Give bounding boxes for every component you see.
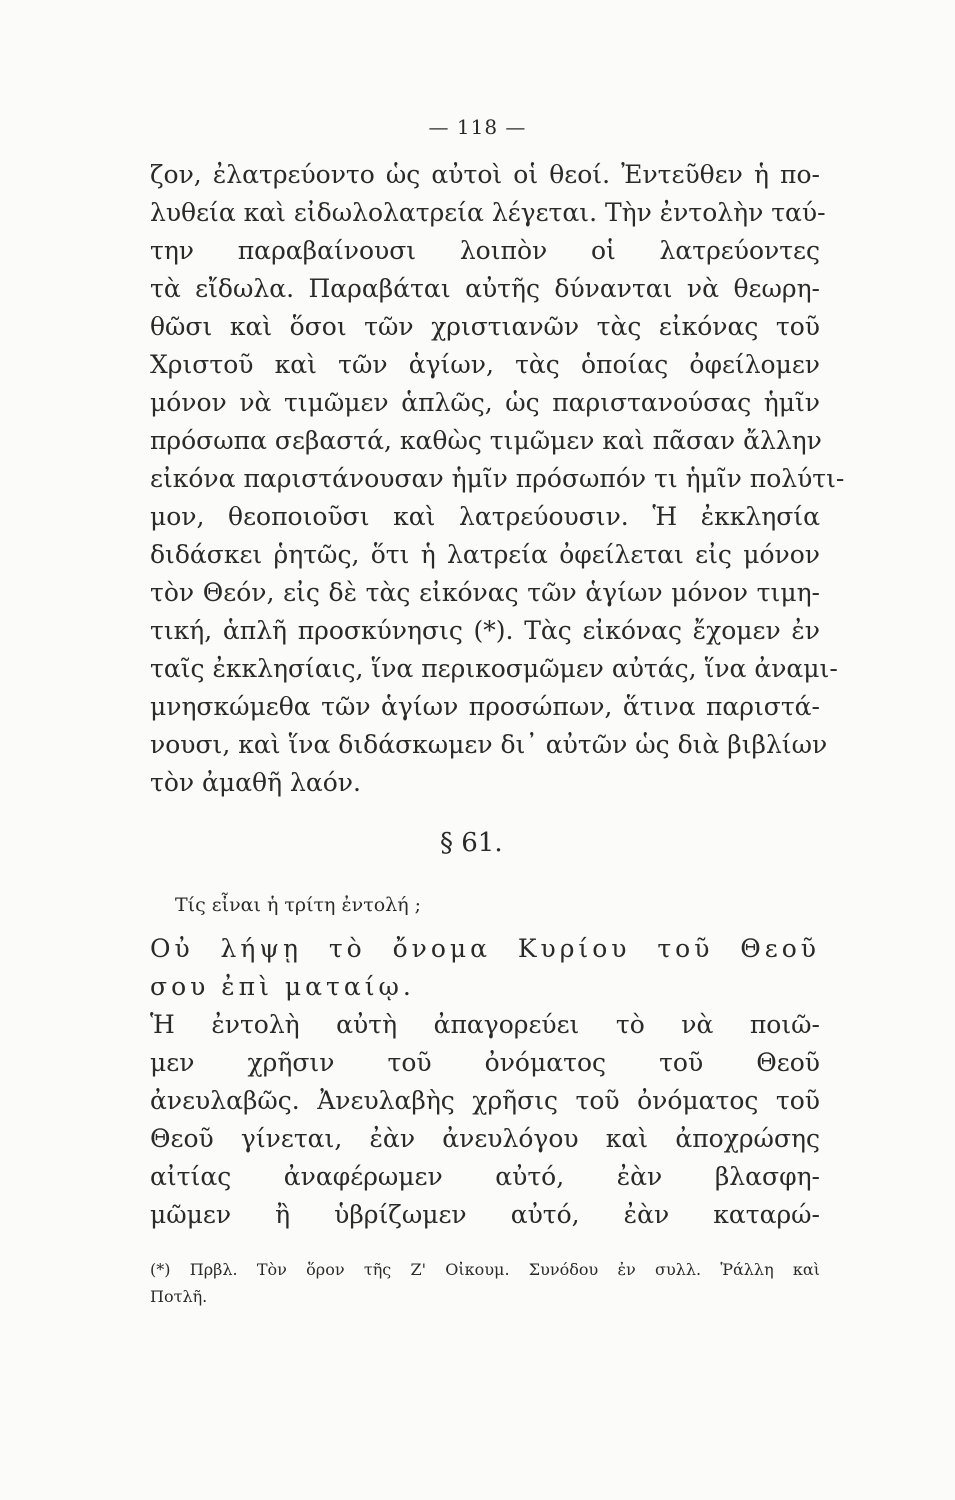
body-line: τὰ εἴδωλα. Παραβάται αὐτῆς δύνανται νὰ θεωρη- [150, 274, 820, 303]
explanation-line: ἀνευλαβῶς. Ἀνευλαβὴς χρῆσις τοῦ ὀνόματος τοῦ [150, 1086, 820, 1115]
question-text: Τίς εἶναι ἡ τρίτη ἐντολή ; [175, 894, 422, 916]
explanation-line: Ἡ ἐντολὴ αὐτὴ ἀπαγορεύει τὸ νὰ ποιῶ- [150, 1010, 820, 1039]
page-number: — 118 — [428, 115, 527, 139]
body-line: διδάσκει ῥητῶς, ὅτι ἡ λατρεία ὀφείλεται εἰς μόνον [150, 540, 820, 569]
body-line: εἰκόνα παριστάνουσαν ἡμῖν πρόσωπόν τι ἡμῖν πολύτι- [150, 464, 845, 493]
explanation-line: μεν χρῆσιν τοῦ ὀνόματος τοῦ Θεοῦ [150, 1048, 820, 1077]
body-line: τὸν ἀμαθῆ λαόν. [150, 768, 361, 797]
body-line: τική, ἁπλῆ προσκύνησις (*). Τὰς εἰκόνας ἔχομεν ἐν [150, 616, 820, 645]
body-line: πρόσωπα σεβαστά, καθὼς τιμῶμεν καὶ πᾶσαν ἄλλην [150, 426, 822, 455]
body-line: λυθεία καὶ εἰδωλολατρεία λέγεται. Τὴν ἐντολὴν ταύ- [150, 198, 826, 227]
body-line: την παραβαίνουσι λοιπὸν οἱ λατρεύοντες [150, 236, 820, 265]
body-line: Χριστοῦ καὶ τῶν ἁγίων, τὰς ὁποίας ὀφείλομεν [150, 350, 820, 379]
commandment-line: Οὐ λήψῃ τὸ ὄνομα Κυρίου τοῦ Θεοῦ [150, 934, 820, 963]
explanation-line: αἰτίας ἀναφέρωμεν αὐτό, ἐὰν βλασφη- [150, 1162, 820, 1191]
section-heading: § 61. [440, 828, 503, 858]
footnote-line: Ποτλῆ. [150, 1287, 208, 1306]
explanation-line: Θεοῦ γίνεται, ἐὰν ἀνευλόγου καὶ ἀποχρώσης [150, 1124, 820, 1153]
explanation-line: μῶμεν ἢ ὑβρίζωμεν αὐτό, ἐὰν καταρώ- [150, 1200, 820, 1229]
body-line: μον, θεοποιοῦσι καὶ λατρεύουσιν. Ἡ ἐκκλησία [150, 502, 820, 531]
body-line: μόνον νὰ τιμῶμεν ἁπλῶς, ὡς παριστανούσας ἡμῖν [150, 388, 820, 417]
body-line: ζον, ἐλατρεύοντο ὡς αὐτοὶ οἱ θεοί. Ἐντεῦθεν ἡ πο- [150, 160, 820, 189]
body-line: νουσι, καὶ ἵνα διδάσκωμεν δι᾽ αὐτῶν ὡς διὰ βιβλίων [150, 730, 828, 759]
body-line: θῶσι καὶ ὅσοι τῶν χριστιανῶν τὰς εἰκόνας τοῦ [150, 312, 820, 341]
body-line: ταῖς ἐκκλησίαις, ἵνα περικοσμῶμεν αὐτάς, ἵνα ἀναμι- [150, 654, 838, 683]
body-line: μνησκώμεθα τῶν ἁγίων προσώπων, ἅτινα παριστά- [150, 692, 820, 721]
body-line: τὸν Θεόν, εἰς δὲ τὰς εἰκόνας τῶν ἁγίων μόνον τιμη- [150, 578, 820, 607]
footnote-line: (*) Πρβλ. Τὸν ὅρον τῆς Ζ' Οἰκουμ. Συνόδου ἐν συλλ. Ῥάλλη καὶ [150, 1260, 820, 1279]
commandment-line: σου ἐπὶ ματαίῳ. [150, 972, 415, 1001]
